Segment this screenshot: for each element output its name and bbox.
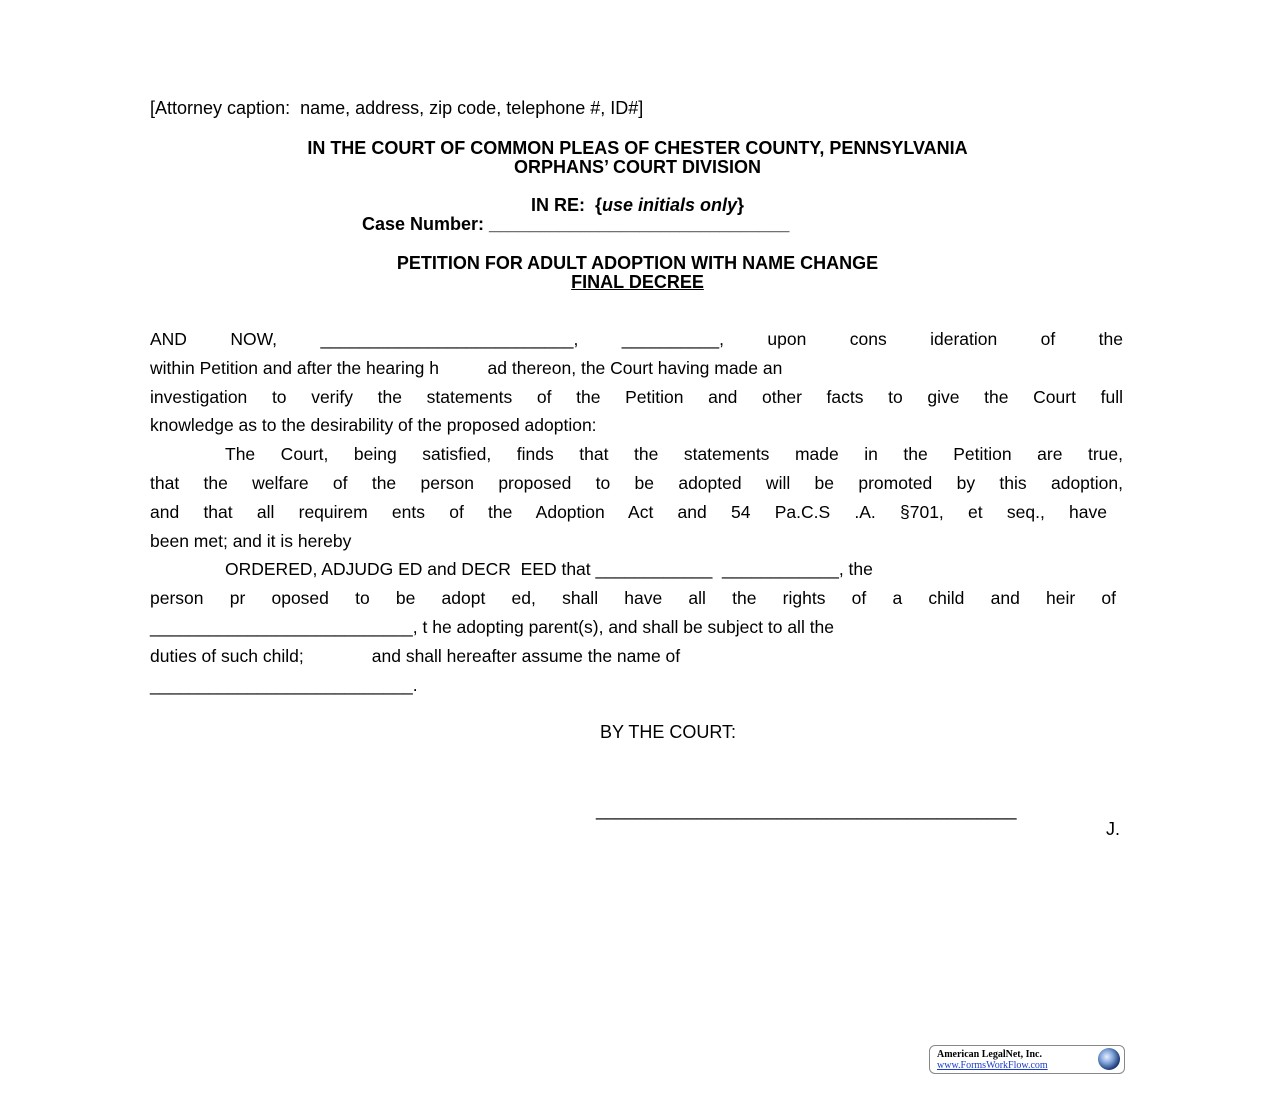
globe-icon — [1098, 1048, 1120, 1070]
body-line: ___________________________, t he adopting parent(s), and shall be subject to all the — [150, 617, 835, 637]
logo-url[interactable]: www.FormsWorkFlow.com — [937, 1060, 1048, 1071]
logo-name: American LegalNet, Inc. — [937, 1049, 1042, 1060]
court-name: IN THE COURT OF COMMON PLEAS OF CHESTER COUNTY, PENNSYLVANIA — [307, 138, 968, 158]
body-line: and that all requirem ents of the Adoption Act and 54 Pa.C.S .A. §701, et seq., have — [150, 502, 1107, 522]
body-line: The Court, being satisfied, finds that the statements made in the Petition are true, — [225, 444, 1123, 464]
document-title: PETITION FOR ADULT ADOPTION WITH NAME CHANGE — [396, 253, 879, 273]
body-line: within Petition and after the hearing h ad thereon, the Court having made an — [150, 358, 783, 378]
in-re-label: IN RE: { — [530, 195, 602, 215]
court-division: ORPHANS’ COURT DIVISION — [513, 157, 762, 177]
body-line: duties of such child; and shall hereafter assume the name of — [150, 646, 681, 666]
attorney-caption: [Attorney caption: name, address, zip code, telephone #, ID#] — [150, 98, 644, 118]
document-subtitle: FINAL DECREE — [571, 272, 704, 292]
american-legalnet-logo — [929, 1045, 1125, 1074]
body-line: person pr oposed to be adopt ed, shall have all the rights of a child and heir of — [150, 588, 1116, 608]
body-line: investigation to verify the statements of the Petition and other facts to give the Court full — [150, 387, 1123, 407]
subtitle-wrap — [0, 272, 1275, 293]
body-line: knowledge as to the desirability of the proposed adoption: — [150, 415, 597, 435]
in-re-placeholder: use initials only — [601, 195, 738, 215]
body-line: ___________________________. — [150, 675, 418, 695]
in-re-close: } — [737, 195, 745, 215]
in-re — [0, 195, 1275, 216]
body-line: AND NOW, __________________________, __________, upon cons ideration of the — [150, 329, 1123, 349]
case-number: Case Number: ______________________________ — [362, 214, 790, 234]
signature-line: __________________________________________ — [596, 800, 1017, 820]
body-line: that the welfare of the person proposed to be adopted will be promoted by this adoption, — [150, 473, 1123, 493]
by-the-court: BY THE COURT: — [600, 722, 737, 742]
body-line: been met; and it is hereby — [150, 531, 352, 551]
body-line: ORDERED, ADJUDG ED and DECR EED that ____________ ____________, the — [225, 559, 873, 579]
judge-label: J. — [1106, 819, 1121, 839]
